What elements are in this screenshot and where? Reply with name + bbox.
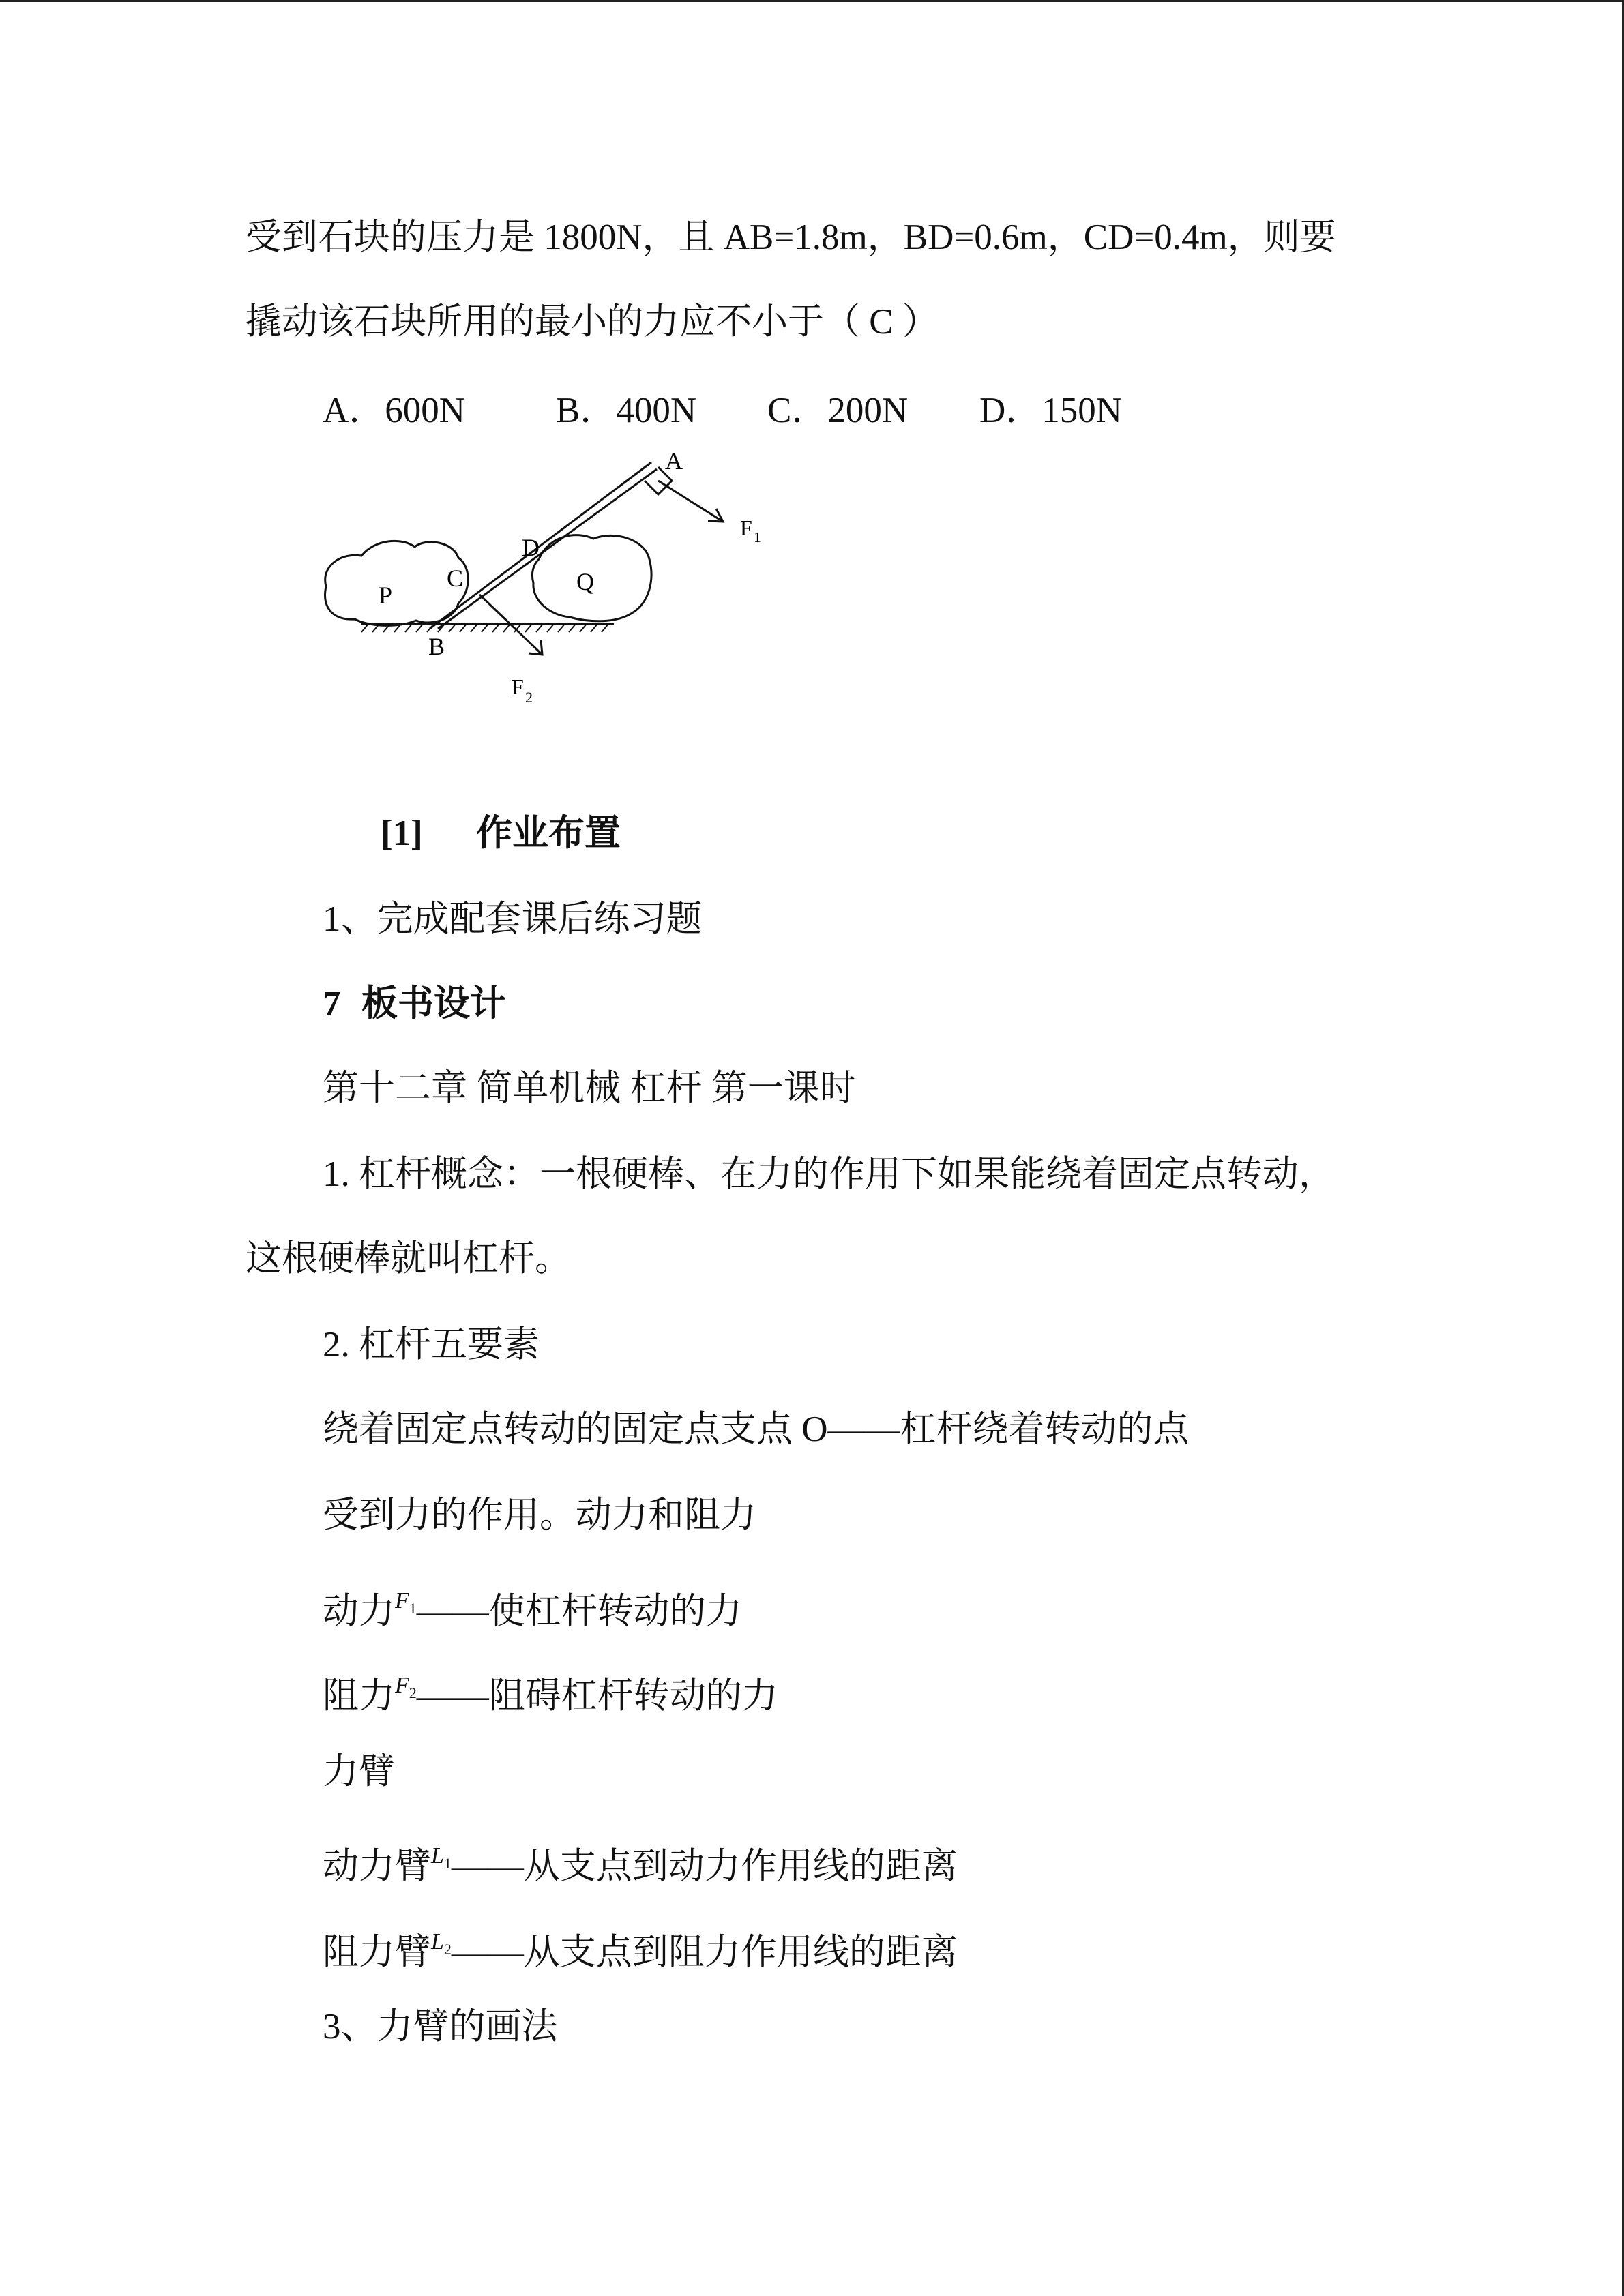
homework-item: 1、完成配套课后练习题 [323,899,703,939]
resist-suffix: ——阻碍杠杆转动的力 [416,1676,778,1716]
board-heading-title: 板书设计 [361,984,506,1024]
option-c: C．200N [767,391,909,430]
five-elements-heading: 2. 杠杆五要素 [323,1325,540,1365]
resist-arm-symbol: L2 [431,1929,452,1958]
label-d: D [522,534,540,561]
arm-heading: 力臂 [323,1752,395,1791]
label-f2-sub: 2 [525,689,533,706]
label-p: P [379,582,393,609]
resist-arm-line [323,1920,958,1974]
effort-arm-symbol: L1 [431,1843,452,1872]
label-b: B [428,633,445,660]
option-b: B．400N [556,391,697,430]
fulcrum-line: 绕着固定点转动的固定点支点 O——杠杆绕着转动的点 [323,1410,1190,1449]
arm-drawing-heading: 3、力臂的画法 [323,2007,558,2046]
label-f1: F [740,516,752,540]
section-title: 作业布置 [476,814,621,853]
concept-line-2: 这根硬棒就叫杠杆。 [246,1239,571,1279]
effort-arm-suffix: ——从支点到动力作用线的距离 [451,1847,958,1886]
label-f1-sub: 1 [754,528,761,546]
effort-arm-line [323,1834,958,1888]
page-top-border [0,0,1624,2]
effort-prefix: 动力 [323,1592,395,1631]
option-d: D．150N [979,391,1123,430]
resist-arm-prefix: 阻力臂 [323,1933,431,1972]
forces-line: 受到力的作用。动力和阻力 [323,1495,756,1535]
board-heading-number: 7 [323,984,341,1024]
resist-prefix: 阻力 [323,1676,395,1716]
question-line-1: 受到石块的压力是 1800N，且 AB=1.8m，BD=0.6m，CD=0.4m，则要 [246,218,1336,257]
label-a: A [665,450,683,475]
label-q: Q [576,568,594,595]
option-a: A．600N [323,391,466,430]
label-c: C [447,565,464,592]
concept-line-1: 1. 杠杆概念：一根硬棒、在力的作用下如果能绕着固定点转动， [323,1154,1335,1194]
effort-suffix: ——使杠杆转动的力 [416,1592,742,1631]
section-number: [1] [381,814,423,853]
effort-force-line [323,1579,742,1633]
resist-symbol: F2 [395,1673,417,1701]
f1-arrow [658,481,723,522]
resist-arm-suffix: ——从支点到阻力作用线的距离 [451,1933,958,1972]
effort-arm-prefix: 动力臂 [323,1847,431,1886]
question-line-2: 撬动该石块所用的最小的力应不小于（ C ） [246,302,939,342]
effort-symbol: F1 [395,1588,417,1617]
lever-figure [314,450,791,723]
chapter-title: 第十二章 简单机械 杠杆 第一课时 [323,1069,856,1108]
label-f2: F [512,674,524,699]
resist-force-line [323,1664,778,1718]
